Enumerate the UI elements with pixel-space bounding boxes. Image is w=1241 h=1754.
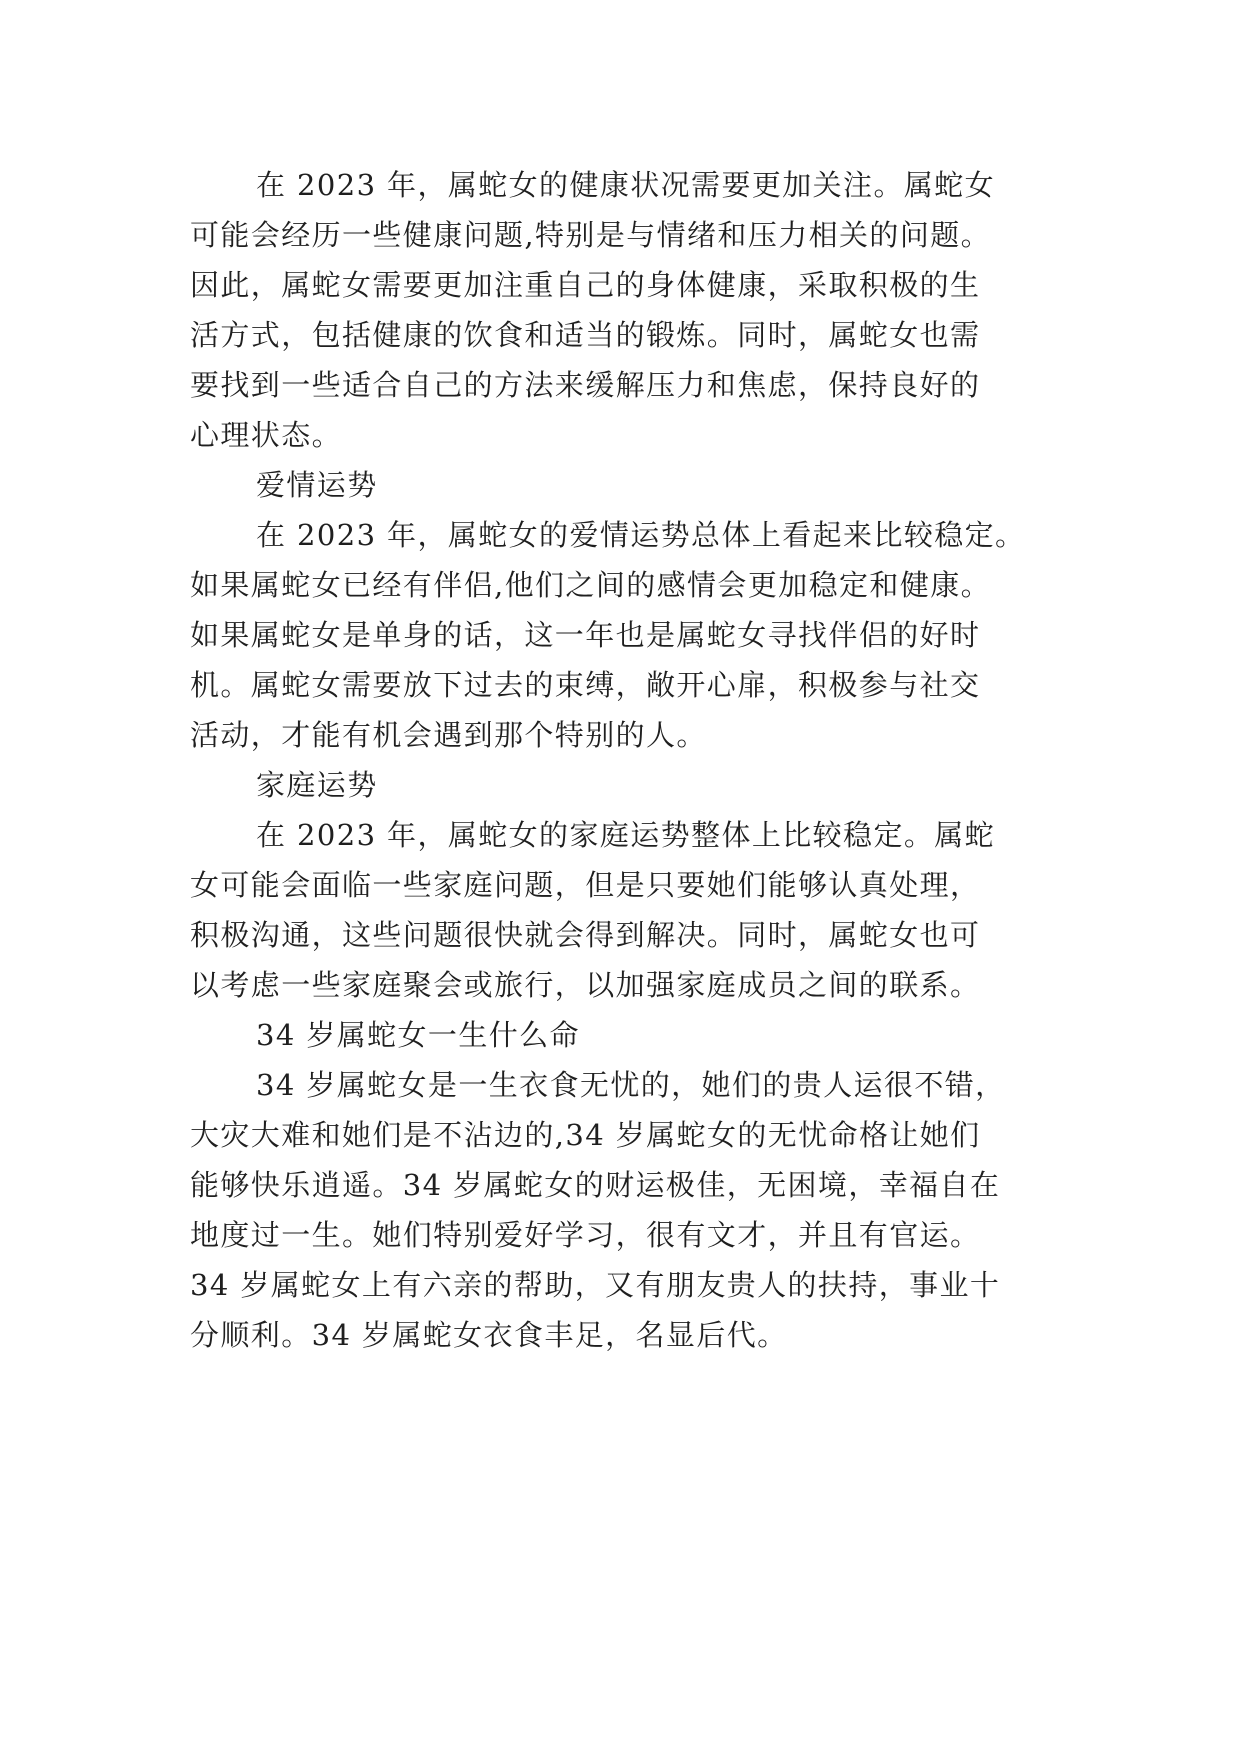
heading-fate: 34 岁属蛇女一生什么命 bbox=[256, 1018, 580, 1052]
paragraph-health-line: 活方式，包括健康的饮食和适当的锻炼。同时，属蛇女也需 bbox=[190, 318, 981, 352]
paragraph-fate-line: 能够快乐逍遥。34 岁属蛇女的财运极佳，无困境，幸福自在 bbox=[190, 1168, 1001, 1202]
paragraph-health-line: 因此，属蛇女需要更加注重自己的身体健康，采取积极的生 bbox=[190, 268, 981, 302]
heading-love: 爱情运势 bbox=[256, 468, 378, 502]
paragraph-family-line: 女可能会面临一些家庭问题，但是只要她们能够认真处理， bbox=[190, 868, 981, 902]
paragraph-love-line: 活动，才能有机会遇到那个特别的人。 bbox=[190, 718, 707, 752]
paragraph-fate-line: 大灾大难和她们是不沾边的,34 岁属蛇女的无忧命格让她们 bbox=[190, 1118, 981, 1152]
paragraph-love-line: 如果属蛇女已经有伴侣,他们之间的感情会更加稳定和健康。 bbox=[190, 568, 992, 602]
paragraph-health-line: 可能会经历一些健康问题,特别是与情绪和压力相关的问题。 bbox=[190, 218, 992, 252]
paragraph-fate-line: 34 岁属蛇女上有六亲的帮助，又有朋友贵人的扶持，事业十 bbox=[190, 1268, 1001, 1302]
paragraph-health-line: 在 2023 年，属蛇女的健康状况需要更加关注。属蛇女 bbox=[256, 168, 996, 202]
paragraph-family-line: 积极沟通，这些问题很快就会得到解决。同时，属蛇女也可 bbox=[190, 918, 981, 952]
paragraph-health-line: 心理状态。 bbox=[190, 418, 343, 452]
heading-family: 家庭运势 bbox=[256, 768, 378, 802]
paragraph-fate-line: 34 岁属蛇女是一生衣食无忧的，她们的贵人运很不错， bbox=[256, 1068, 1006, 1102]
paragraph-love-line: 机。属蛇女需要放下过去的束缚，敞开心扉，积极参与社交 bbox=[190, 668, 981, 702]
paragraph-fate-line: 地度过一生。她们特别爱好学习，很有文才，并且有官运。 bbox=[190, 1218, 981, 1252]
paragraph-love-line: 在 2023 年，属蛇女的爱情运势总体上看起来比较稳定。 bbox=[256, 518, 1026, 552]
paragraph-fate-line: 分顺利。34 岁属蛇女衣食丰足，名显后代。 bbox=[190, 1318, 788, 1352]
paragraph-family-line: 以考虑一些家庭聚会或旅行，以加强家庭成员之间的联系。 bbox=[190, 968, 981, 1002]
paragraph-family-line: 在 2023 年，属蛇女的家庭运势整体上比较稳定。属蛇 bbox=[256, 818, 996, 852]
paragraph-love-line: 如果属蛇女是单身的话，这一年也是属蛇女寻找伴侣的好时 bbox=[190, 618, 981, 652]
paragraph-health-line: 要找到一些适合自己的方法来缓解压力和焦虑，保持良好的 bbox=[190, 368, 981, 402]
